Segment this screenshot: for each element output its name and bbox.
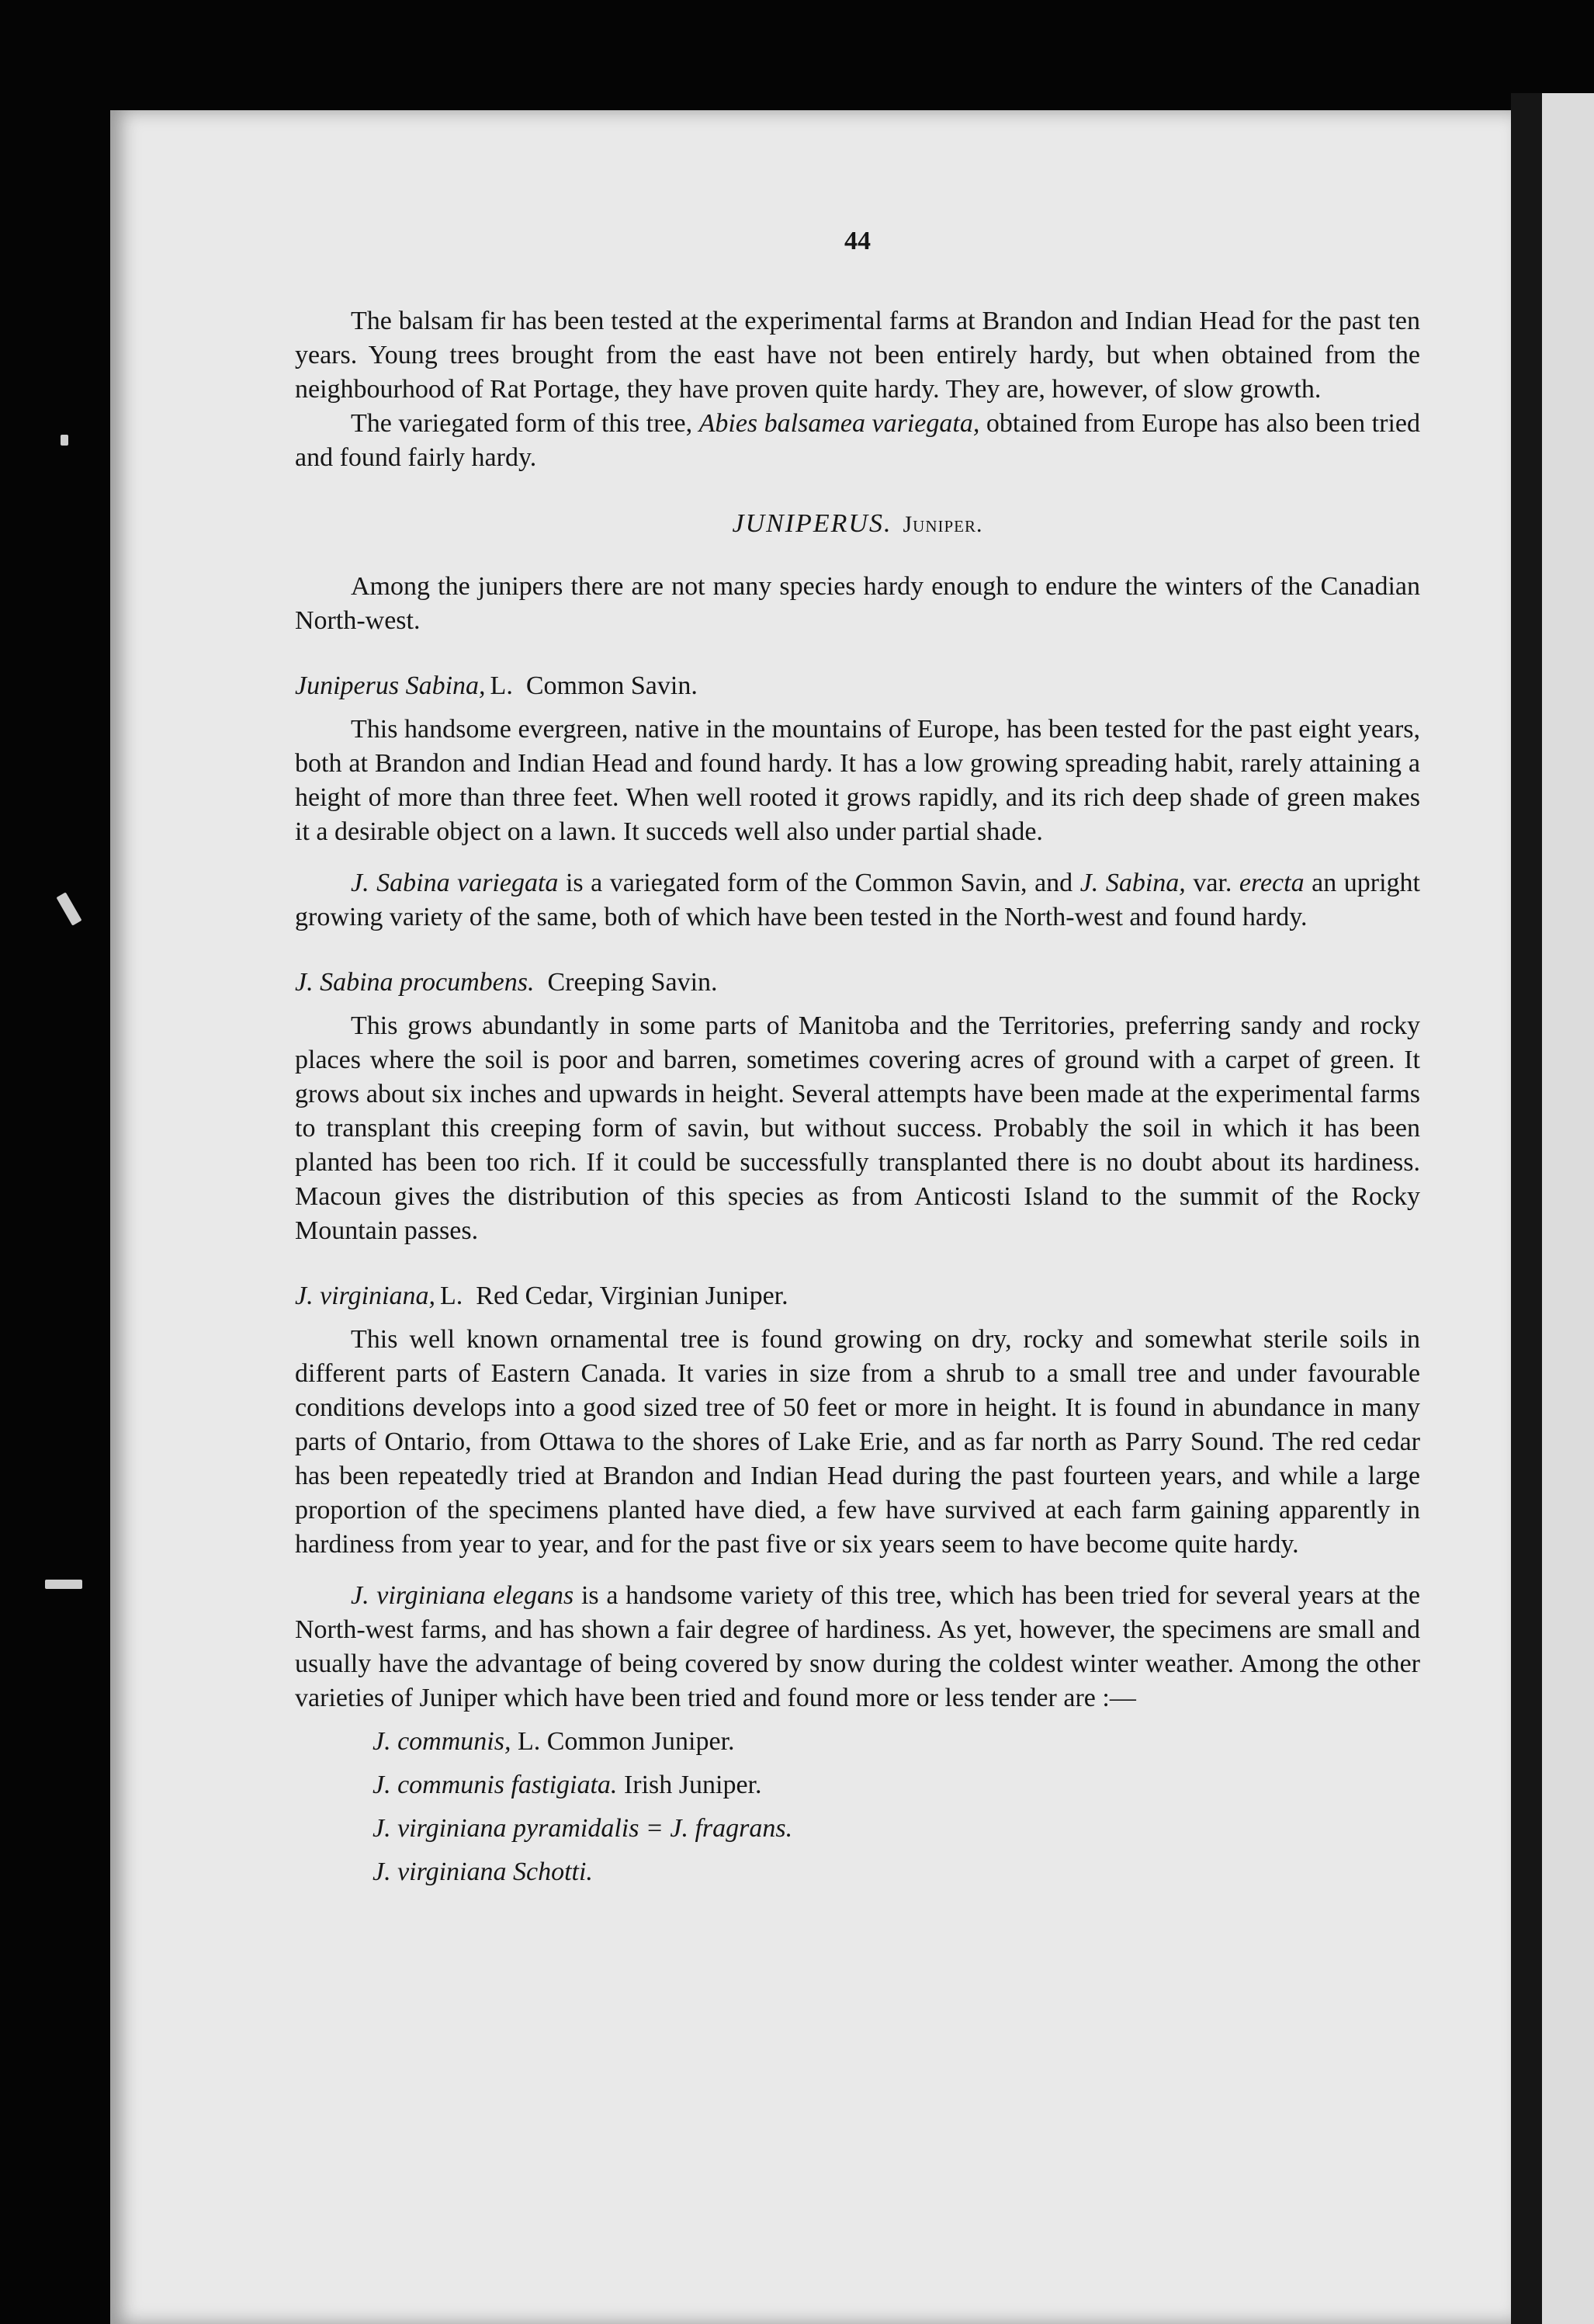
species-heading-procumbens: [295, 966, 1420, 1000]
author-abbrev: L.: [490, 671, 513, 700]
scan-speck: [61, 435, 68, 446]
latin-name: Juniperus Sabina,: [295, 671, 486, 700]
text-run: The variegated form of this tree,: [351, 409, 699, 438]
heading-common: Juniper.: [903, 512, 983, 537]
virginiana-paragraph: This well known ornamental tree is found growing on dry, rocky and somewhat sterile soils in different parts of Eastern Canada. It varies in size from a shrub to a small tree and under favourable conditions develops into a good sized tree of 50 feet or more in height. It is found in abundance in many parts of Ontario, from Ottawa to the shores of Lake Erie, and as far north as Parry Sound. The red cedar has been repeatedly tried at Brandon and Indian Head during the past fourteen years, and while a large proportion of the specimens planted have died, a few have survived at each farm gaining apparently in hardiness from year to year, and for the past five or six years seem to have become quite hardy.: [295, 1325, 1420, 1559]
species-heading-sabina: [295, 669, 1420, 703]
scan-speck: [45, 1580, 82, 1589]
sabina-paragraph: This handsome evergreen, native in the mountains of Europe, has been tested for the past eight years, both at Brandon and Indian Head and found hardy. It has a low growing spreading habit, rarely attaining a height of more than three feet. When well rooted it grows rapidly, and its rich deep shade of green makes it a desirable object on a lawn. It succeds well also under partial shade.: [295, 715, 1420, 846]
text-run: Irish Juniper.: [617, 1771, 762, 1799]
latin-name: J. Sabina variegata: [351, 869, 559, 897]
text-run: is a handsome variety of this tree, which has been tried for several years at the North-west farms, and has shown a fair degree of hardiness. As yet, however, the specimens are small and usually have the advantage of being covered by snow during the coldest winter weather. Among the other varieties of Juniper which have been tried and found more or less tender are :—: [295, 1581, 1420, 1712]
juniper-intro-paragraph: Among the junipers there are not many species hardy enough to endure the winters of the Canadian North-west.: [295, 572, 1420, 635]
text-run: is a variegated form of the Common Savin, and: [558, 869, 1080, 897]
tender-varieties-list: [295, 1725, 1420, 1889]
latin-name: J. virginiana,: [295, 1282, 435, 1310]
author-abbrev: L.: [440, 1282, 463, 1310]
text-run: L. Common Juniper.: [511, 1727, 735, 1756]
latin-name: J. Sabina procumbens.: [295, 968, 535, 997]
common-name: Creeping Savin.: [547, 968, 718, 997]
list-item: [295, 1725, 1420, 1759]
species-heading-virginiana: [295, 1279, 1420, 1313]
list-item: [295, 1812, 1420, 1846]
variegata-paragraph: [295, 866, 1420, 935]
section-heading: [295, 509, 1420, 539]
page-number: 44: [844, 227, 871, 255]
latin-name: J. Sabina,: [1079, 869, 1186, 897]
common-name: Red Cedar, Virginian Juniper.: [476, 1282, 788, 1310]
latin-name: J. virginiana elegans: [351, 1581, 574, 1610]
balsam-paragraph: The balsam fir has been tested at the experimental farms at Brandon and Indian Head for the past ten years. Young trees brought from the east have not been entirely hardy, but when obtained from the neighbourhood of Rat Portage, they have proven quite hardy. They are, however, of slow growth.: [295, 307, 1420, 404]
latin-name: J. communis,: [373, 1727, 511, 1756]
elegans-paragraph: [295, 1579, 1420, 1715]
list-item: [295, 1768, 1420, 1802]
text-run: an upright growing variety of the same, both of which have been tested in the North-west and found hardy.: [295, 869, 1420, 931]
latin-name: J. virginiana pyramidalis = J. fragrans.: [373, 1814, 793, 1843]
heading-latin: JUNIPERUS.: [732, 509, 892, 538]
adjacent-page-strip: [1542, 93, 1594, 2324]
page-content: [295, 227, 1420, 1889]
procumbens-paragraph: This grows abundantly in some parts of Manitoba and the Territories, preferring sandy and rocky places where the soil is poor and barren, sometimes covering acres of ground with a carpet of green. It grows about six inches and upwards in height. Several attempts have been made at the experimental farms to transplant this creeping form of savin, but without success. Probably the soil in which it has been planted has been too rich. If it could be successfully transplanted there is no doubt about its hardiness. Macoun gives the distribution of this species as from Anticosti Island to the summit of the Rocky Mountain passes.: [295, 1011, 1420, 1245]
latin-name: Abies balsamea variegata,: [698, 409, 980, 438]
list-item: [295, 1855, 1420, 1889]
latin-name: erecta: [1239, 869, 1305, 897]
balsam-variegata-paragraph: [295, 407, 1420, 475]
page-edge-shadow: [1511, 93, 1542, 2324]
common-name: Common Savin.: [525, 671, 698, 700]
latin-name: J. virginiana Schotti.: [373, 1857, 593, 1886]
text-run: obtained from Europe has also been tried and found fairly hardy.: [295, 409, 1420, 472]
latin-name: J. communis fastigiata.: [373, 1771, 618, 1799]
text-run: var.: [1185, 869, 1239, 897]
